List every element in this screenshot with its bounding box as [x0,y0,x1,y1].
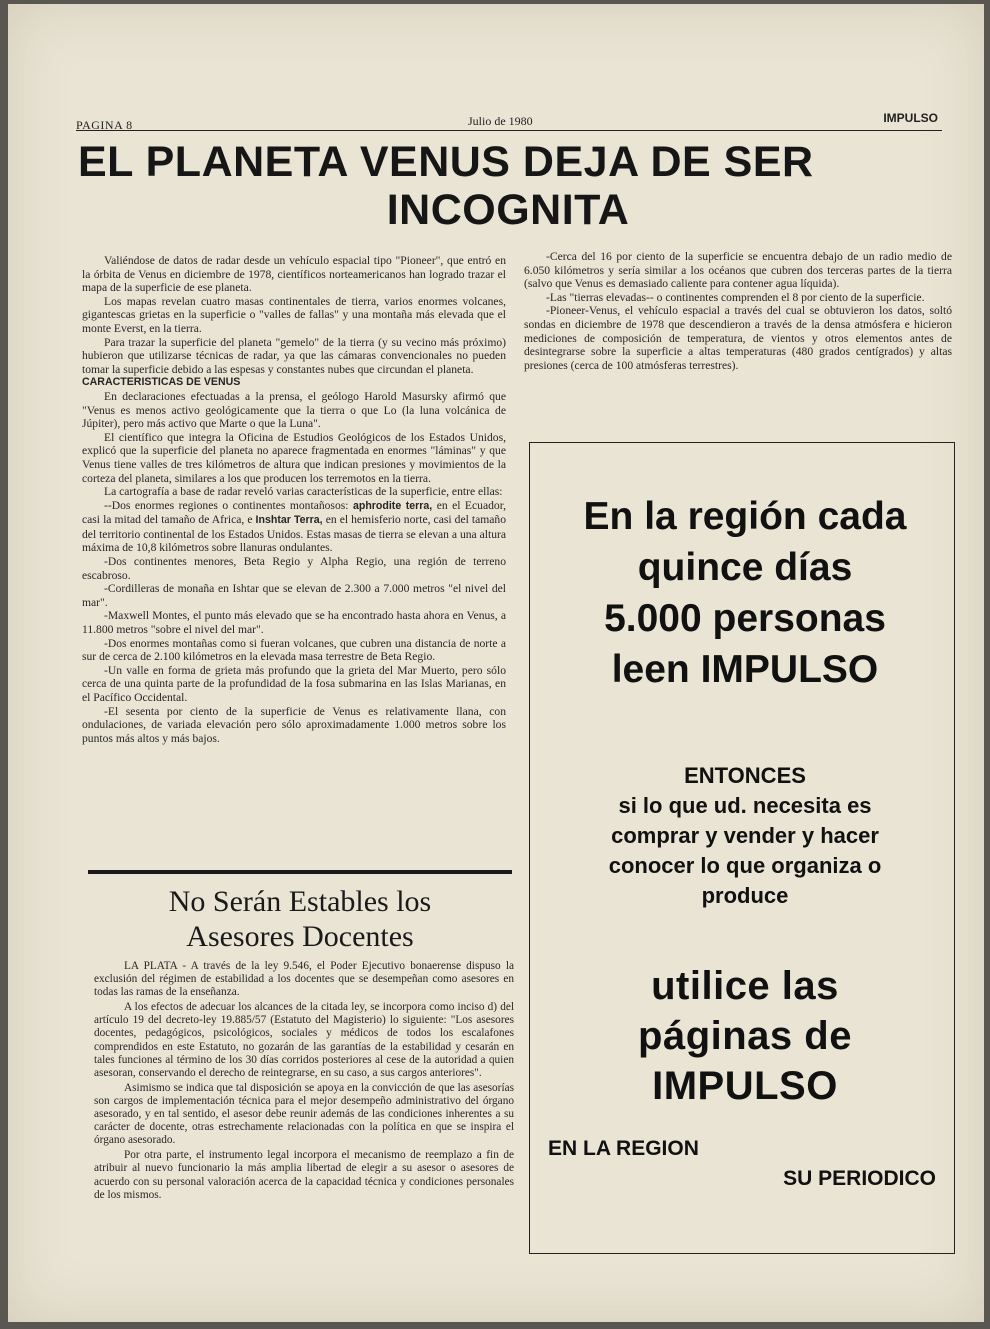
paragraph: -Dos continentes menores, Beta Regio y Alpha Regio, una región de terreno escabroso. [82,555,506,582]
header-rule [76,130,942,131]
page-number: PAGINA 8 [76,118,133,132]
ad-line: ENTONCES [684,763,806,788]
paragraph-list-continents [82,499,506,555]
ad-line: utilice las [651,964,839,1008]
section-divider [88,870,512,874]
paragraph: Para trazar la superficie del planeta "gemelo" de la tierra (y su vecino más próximo) hubieron que utilizarse técnicas de radar, ya que las cámaras convencionales no pueden tomar la superficie debido a las espesas y constantes nubes que circundan el planeta. [82,335,506,376]
advertisement-box [529,442,955,1254]
paragraph: La cartografía a base de radar reveló varias características de la superficie, entre ellas: [104,485,503,499]
paragraph: Asimismo se indica que tal disposición se apoya en la convicción de que las asesorías son cargos de implementación técnica para el mejor desempeño administrativo del órgano asesorado, y en tal sentido, el asesor debe reunir además de las condiciones inherentes a su carácter de docente, otras estrechamente relacionadas con la política en que se inspira el órgano asesorado. [94,1081,514,1147]
ad-line: 5.000 personas [604,597,886,640]
ad-headline [540,491,950,695]
paragraph: Los mapas revelan cuatro masas continentales de tierra, varios enormes volcanes, gigantescas grietas en la superficie o "valles de fallas" y una montaña más elevada que el monte Everst, en la tierra. [82,294,506,335]
ad-line: En la región cada [583,495,907,538]
title-line-2: Asesores Docentes [186,920,414,953]
paragraph: LA PLATA - A través de la ley 9.546, el Poder Ejecutivo bonaerense dispuso la exclusión del régimen de estabilidad a los docentes que se desempeñan como asesores en todas las ramas de la enseñanza. [94,960,514,999]
article-column-right [524,250,952,372]
subheading: CARACTERISTICAS DE VENUS [82,376,241,389]
paragraph: Valiéndose de datos de radar desde un vehículo espacial tipo "Pioneer", que entró en la órbita de Venus en diciembre de 1978, científicos norteamericanos han logrado trazar el mapa de la superficie de ese planeta. [82,254,506,295]
paragraph: -Las "tierras elevadas-- o continentes comprenden el 8 por ciento de la superficie. [546,290,925,304]
paragraph: -Pioneer-Venus, el vehículo espacial a través del cual se obtuvieron los datos, soltó sondas en diciembre de 1978 que descendieron a través de la densa atmósfera e hicieron mediciones de composición de temperatura, de vientos y otros elementos antes de desintegrarse sobre la superficie a altas temperaturas (480 grados centígrados) y altas presiones (cerca de 100 atmósferas terrestres). [524,304,952,372]
list-end: en el hemisferio norte, casi del tamaño del territorio continental de los Estados Unidos. Estas masas de tierra se elevan a una altura máxima de 10,8 kilómetros sobre llanuras ondulantes. [82,513,507,555]
article-column-left [82,254,506,745]
masthead-name: IMPULSO [883,111,938,125]
ishtar-term: Inshtar Terra, [255,514,323,527]
paragraph: El científico que integra la Oficina de Estudios Geológicos de los Estados Unidos, explicó que la superficie del planeta no aparece fragmentada en enormes "láminas" y que Venus tiene valles de tres kilómetros de altura que indican presiones y movimientos de la corteza del planeta, similares a los que producen los terremotos en la tierra. [82,430,506,485]
second-article-title [88,884,512,954]
ad-line: leen IMPULSO [611,648,879,691]
article-headline [68,138,948,234]
title-line-1: No Serán Estables los [168,885,432,918]
ad-footer-right: SU PERIODICO [783,1167,936,1190]
ad-line: IMPULSO [652,1064,838,1108]
paragraph: -Cordilleras de monaña en Ishtar que se elevan de 2.300 a 7.000 metros "el nivel del mar". [82,582,506,609]
aphrodite-term: aphrodite terra, [352,499,433,512]
paragraph: -Un valle en forma de grieta más profundo que la grieta del Mar Muerto, pero sólo cerca de una quinta parte de la profundidad de la fosa submarina en las Islas Marianas, en el Pacífico Occidental. [82,663,506,704]
ad-line: produce [701,883,789,908]
second-article-body [94,960,514,1204]
headline-line-2: INCOGNITA [386,186,630,234]
paragraph: -Cerca del 16 por ciento de la superficie se encuentra debajo de un radio medio de 6.050 kilómetros y sería similar a los océanos que cubren dos terceras partes de la tierra (salvo que Venus es demasiado caliente para contener agua líquida). [524,250,952,291]
ad-call-to-action [550,961,940,1111]
paragraph: -Dos enormes montañas como si fueran volcanes, que cubren una distancia de norte a sur de cerca de 2.100 kilómetros en la elevada masa terrestre de Beta Regio. [82,636,506,664]
paragraph: A los efectos de adecuar los alcances de la citada ley, se incorpora como inciso d) del artículo 19 del decreto-ley 19.885/57 (Estatuto del Magisterio) lo siguiente: "Los asesores docentes, pedagógicos, psicológicos, sociales y médicos de todos los escalafones comprendidos en este Estatuto, no gozarán de las garantías de la estabilidad y cesarán en tales funciones al término de los 30 días corridos posteriores al cese de la autoridad a quien asesoran, conservando el derecho de reintegrarse, en su caso, a sus cargos anteriores". [94,1001,514,1079]
paragraph: Por otra parte, el instrumento legal incorpora el mecanismo de reemplazo a fin de atribuir al nuevo funcionario la más amplia libertad de elegir a su asesor o asesores de acuerdo con su personal valoración acerca de la capacidad técnica y condiciones personales de los mismos. [94,1149,514,1201]
issue-date: Julio de 1980 [468,114,533,128]
paragraph: -Maxwell Montes, el punto más elevado que se ha encontrado hasta ahora en Venus, a 11.800 metros "sobre el nivel del mar". [82,609,506,637]
ad-line: si lo que ud. necesita es [618,793,872,818]
ad-line: quince días [637,546,853,589]
headline-line-1: EL PLANETA VENUS DEJA DE SER [78,138,814,186]
ad-line: comprar y vender y hacer [611,823,879,848]
paragraph: En declaraciones efectuadas a la prensa, el geólogo Harold Masursky afirmó que "Venus es menos activo geológicamente que la tierra o que Lo (la luna volcánica de Júpiter), pero más activo que Marte o que la Luna". [82,389,506,431]
list-intro: --Dos enormes regiones o continentes montañosos: [104,498,349,512]
ad-line: conocer lo que organiza o [608,853,882,878]
newspaper-page [8,4,984,1322]
ad-middle-text [550,761,940,911]
ad-line: páginas de [638,1014,852,1058]
ad-footer-left: EN LA REGION [548,1137,699,1160]
paragraph: -El sesenta por ciento de la superficie de Venus es relativamente llana, con ondulaciones, de variada elevación pero sólo aproximadamente 1.000 metros sobre los puntos más altos y más bajos. [82,704,506,745]
list-mid: en el Ecuador, casi la mitad del tamaño de Africa, e [82,498,506,527]
